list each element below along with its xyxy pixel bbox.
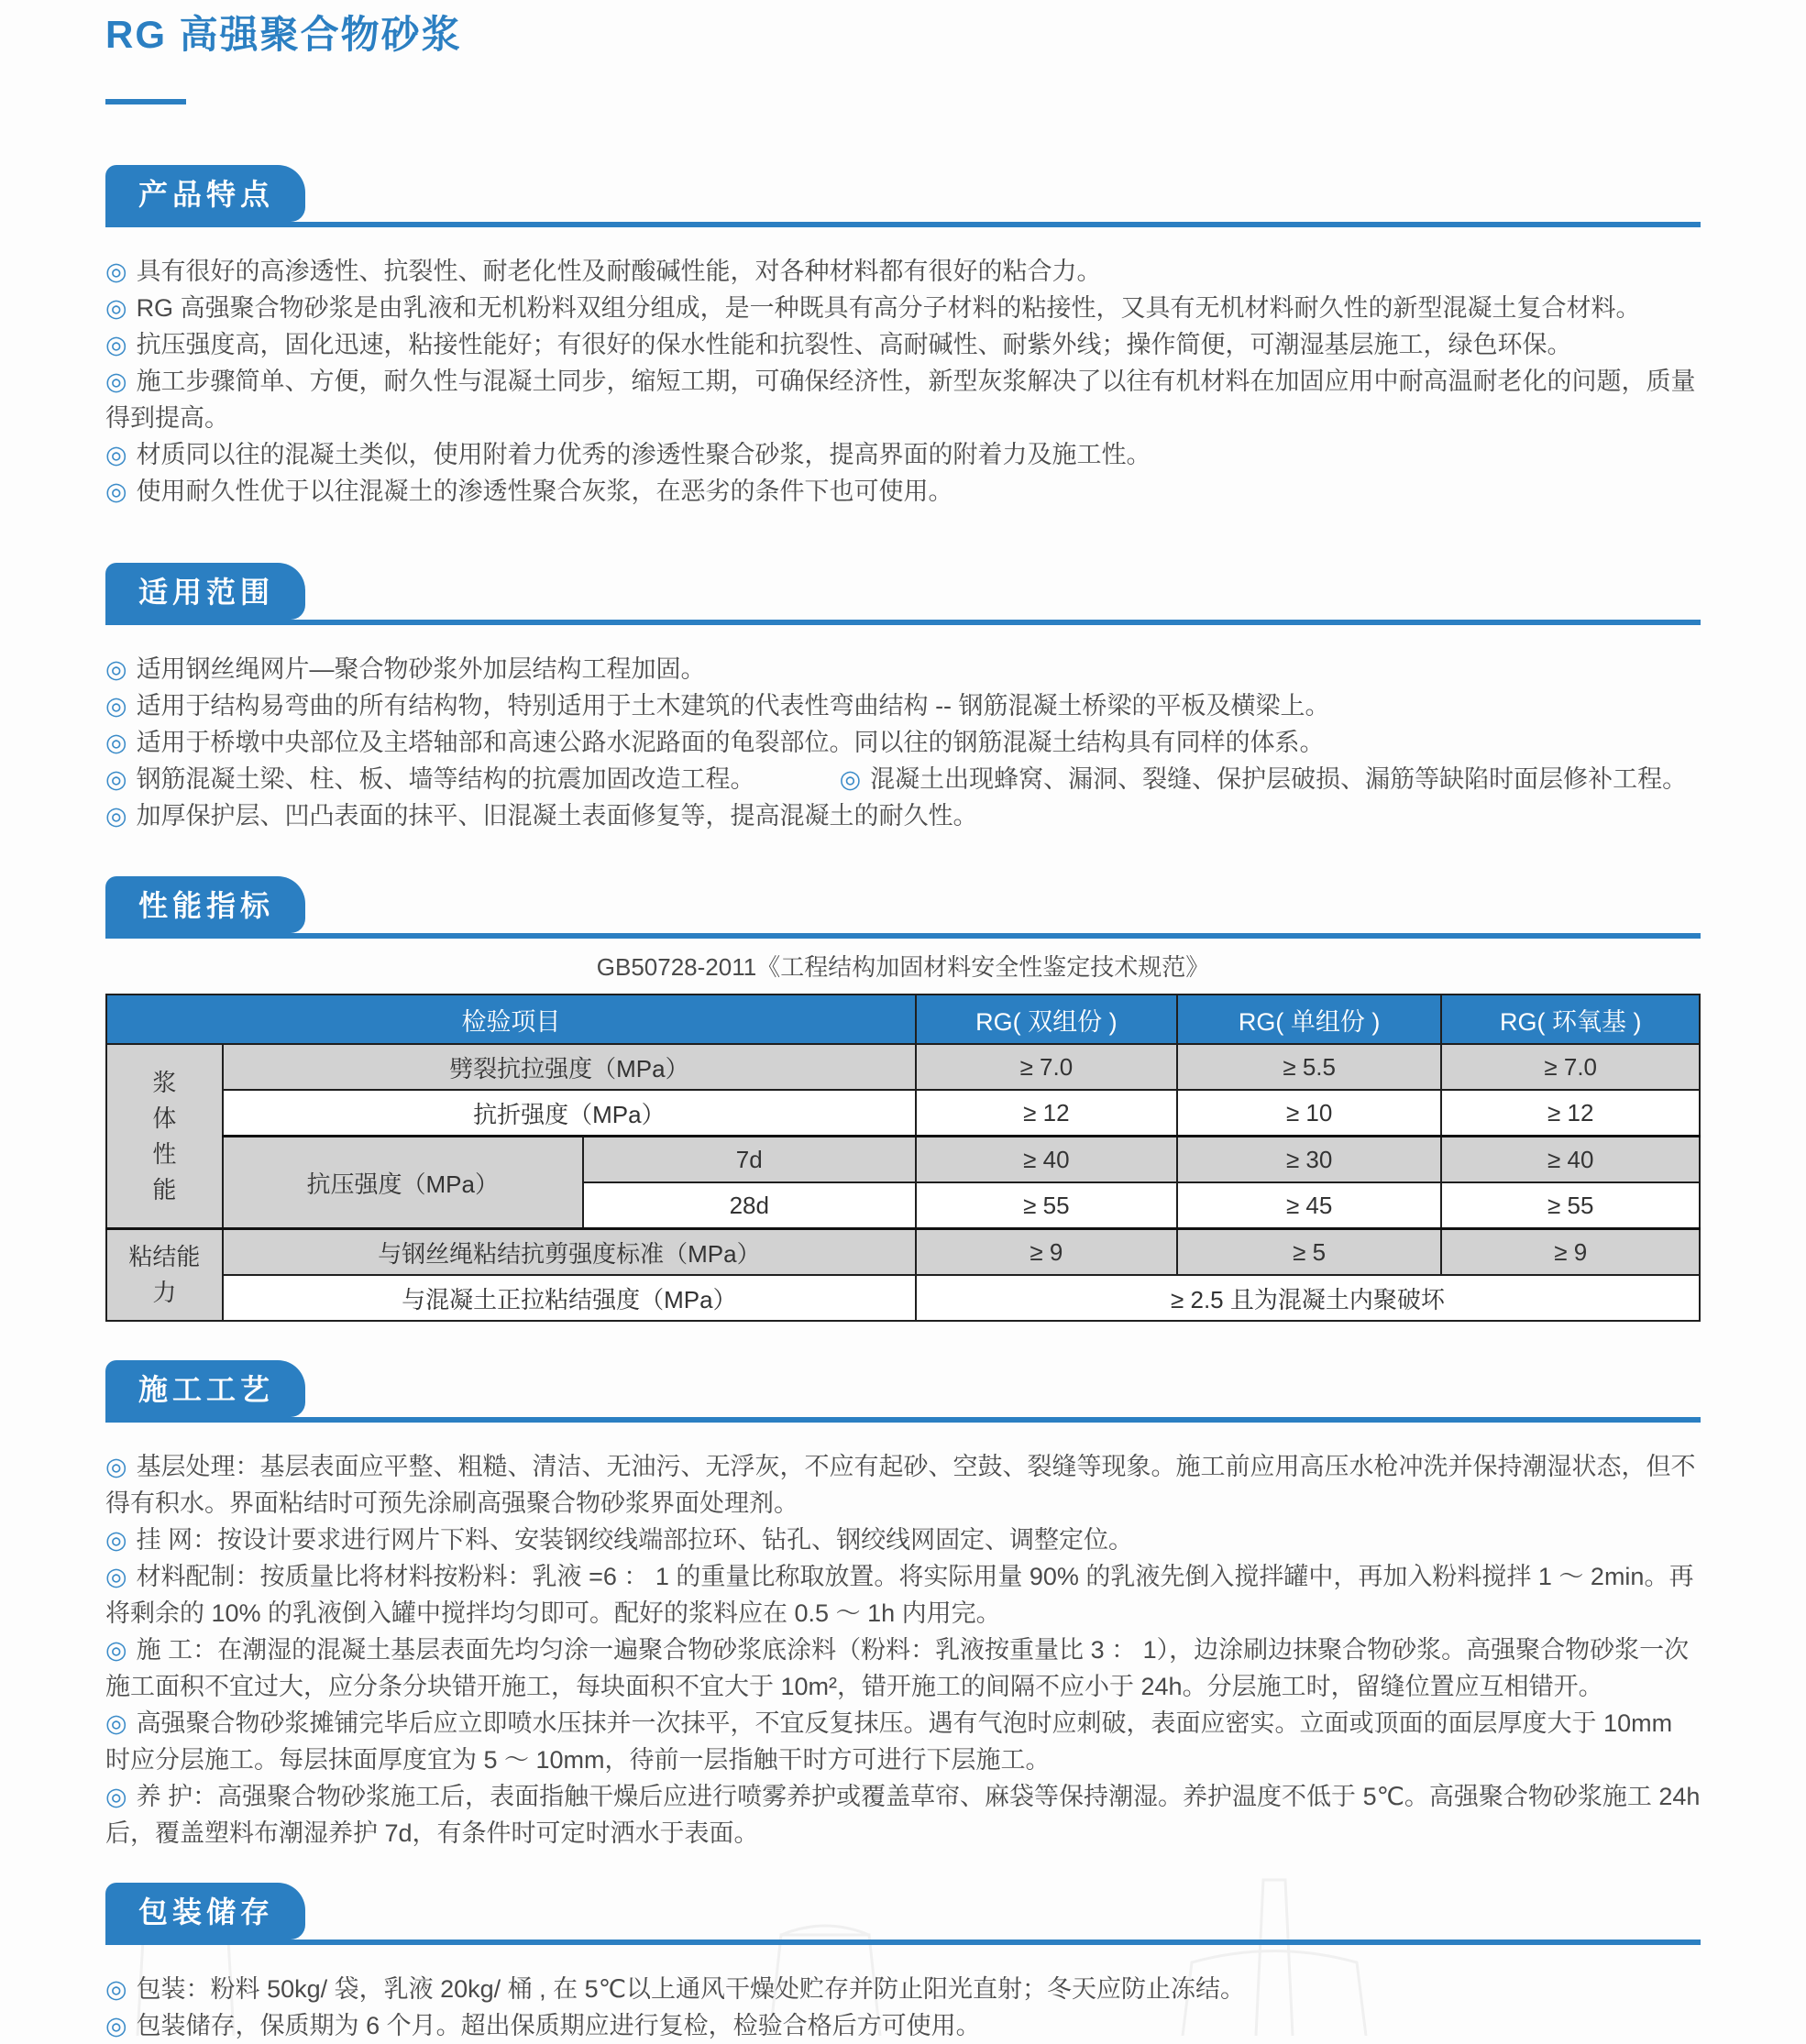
list-item-text: 钢筋混凝土梁、柱、板、墙等结构的抗震加固改造工程。	[136, 765, 755, 793]
column-header-rg-one-part: RG( 单组份 )	[1177, 995, 1442, 1044]
group-cell-slurry-performance: 浆体性能	[106, 1044, 223, 1229]
list-item	[105, 1705, 1701, 1778]
page-title: RG 高强聚合物砂浆	[105, 13, 462, 56]
list-item-text: 材质同以往的混凝土类似，使用附着力优秀的渗透性聚合砂浆，提高界面的附着力及施工性。	[136, 441, 1151, 468]
value-cell: ≥ 7.0	[916, 1044, 1177, 1090]
list-item-text: 高强聚合物砂浆摊铺完毕后应立即喷水压抹并一次抹平，不宜反复抹压。遇有气泡时应刺破，表面应密实。立面或顶面的面层厚度大于 10mm 时应分层施工。每层抹面厚度宜为 5 ～ 10mm，待前一层指触干时方可进行下层施工。	[105, 1709, 1673, 1774]
table-header-row	[106, 995, 1700, 1044]
sub-cell-7d: 7d	[583, 1137, 916, 1183]
list-item-text: 材料配制：按质量比将材料按粉料：乳液 =6 ： 1 的重量比称取放置。将实际用量 90% 的乳液先倒入搅拌罐中，再加入粉料搅拌 1 ～ 2min。再将剩余的 10% 的乳液倒入罐中搅拌均匀即可。配好的浆料应在 0.5 ～ 1h 内用完。	[105, 1563, 1694, 1627]
column-header-item: 检验项目	[106, 995, 916, 1044]
list-item-text: 抗压强度高，固化迅速，粘接性能好；有很好的保水性能和抗裂性、高耐碱性、耐紫外线；操作简便，可潮湿基层施工，绿色环保。	[136, 331, 1572, 358]
bullet-icon: ◎	[105, 441, 127, 468]
table-row-tensile-bond	[106, 1275, 1700, 1321]
value-cell: ≥ 45	[1177, 1182, 1442, 1229]
bullet-icon: ◎	[105, 478, 127, 505]
list-item-text: 基层处理：基层表面应平整、粗糙、清洁、无油污、无浮灰，不应有起砂、空鼓、裂缝等现象。施工前应用高压水枪冲洗并保持潮湿状态，但不得有积水。界面粘结时可预先涂刷高强聚合物砂浆界面处理剂。	[105, 1453, 1696, 1517]
section-badge-scope	[105, 563, 305, 620]
bullet-icon: ◎	[839, 765, 862, 793]
list-item-text: 使用耐久性优于以往混凝土的渗透性聚合灰浆，在恶劣的条件下也可使用。	[136, 478, 953, 505]
bullet-icon: ◎	[105, 294, 127, 322]
bullet-icon: ◎	[105, 1453, 127, 1480]
list-item	[105, 326, 1701, 363]
bullet-icon: ◎	[105, 1526, 127, 1554]
list-item	[105, 1632, 1701, 1705]
list-item	[105, 797, 1701, 834]
list-item	[105, 1971, 1701, 2007]
section-badge-label: 性能指标	[138, 889, 275, 922]
table-row-splitting-tensile	[106, 1044, 1700, 1090]
list-item-text: 适用于结构易弯曲的所有结构物，特别适用于土木建筑的代表性弯曲结构 -- 钢筋混凝土桥梁的平板及横梁上。	[136, 692, 1330, 720]
bullet-icon: ◎	[105, 1636, 127, 1664]
value-cell: ≥ 40	[1441, 1137, 1700, 1183]
value-cell: ≥ 40	[916, 1137, 1177, 1183]
list-item	[105, 253, 1701, 290]
value-cell: ≥ 55	[1441, 1182, 1700, 1229]
list-item-text: 挂 网：按设计要求进行网片下料、安装钢绞线端部拉环、钻孔、钢绞线网固定、调整定位。	[136, 1526, 1134, 1554]
table-row-shear-bond	[106, 1229, 1700, 1276]
section-badge-label: 适用范围	[138, 576, 275, 609]
section-badge-label: 施工工艺	[138, 1373, 275, 1406]
item-cell: 劈裂抗拉强度（MPa）	[223, 1044, 916, 1090]
section-badge-process	[105, 1360, 305, 1417]
bullet-icon: ◎	[105, 1563, 127, 1590]
value-cell: ≥ 9	[1441, 1229, 1700, 1276]
column-header-rg-epoxy: RG( 环氧基 )	[1441, 995, 1700, 1044]
list-item	[105, 651, 1701, 687]
value-cell: ≥ 7.0	[1441, 1044, 1700, 1090]
bullet-icon: ◎	[105, 2012, 127, 2039]
item-cell: 与混凝土正拉粘结强度（MPa）	[223, 1275, 916, 1321]
list-item-text: 适用于桥墩中央部位及主塔轴部和高速公路水泥路面的龟裂部位。同以往的钢筋混凝土结构具有同样的体系。	[136, 729, 1325, 756]
value-cell: ≥ 5	[1177, 1229, 1442, 1276]
list-item-text: 养 护：高强聚合物砂浆施工后，表面指触干燥后应进行喷雾养护或覆盖草帘、麻袋等保持潮湿。养护温度不低于 5℃。高强聚合物砂浆施工 24h 后，覆盖塑料布潮湿养护 7d，有条件时可定时洒水于表面。	[105, 1783, 1701, 1847]
value-cell: ≥ 55	[916, 1182, 1177, 1229]
bullet-icon: ◎	[105, 1709, 127, 1737]
item-cell-compressive: 抗压强度（MPa）	[223, 1137, 583, 1229]
scope-list	[105, 651, 1701, 834]
table-row-flexural	[106, 1090, 1700, 1137]
bullet-icon: ◎	[105, 258, 127, 285]
item-cell: 与钢丝绳粘结抗剪强度标准（MPa）	[223, 1229, 916, 1276]
section-badge-label: 包装储存	[138, 1896, 275, 1929]
list-item-text: 施工步骤简单、方便，耐久性与混凝土同步，缩短工期，可确保经济性，新型灰浆解决了以往有机材料在加固应用中耐高温耐老化的问题，质量得到提高。	[105, 368, 1696, 432]
section-badge-features	[105, 165, 305, 222]
list-item	[105, 1558, 1701, 1632]
value-cell: ≥ 30	[1177, 1137, 1442, 1183]
packaging-list	[105, 1971, 1701, 2044]
column-header-rg-two-part: RG( 双组份 )	[916, 995, 1177, 1044]
title-underline	[105, 99, 186, 104]
section-header-packaging	[105, 1883, 1701, 1945]
section-header-performance	[105, 876, 1701, 939]
list-item	[105, 363, 1701, 436]
list-item-text: 包装储存，保质期为 6 个月。超出保质期应进行复检，检验合格后方可使用。	[136, 2012, 981, 2039]
list-item	[105, 1778, 1701, 1852]
list-item-text: 包装：粉料 50kg/ 袋，乳液 20kg/ 桶 , 在 5℃以上通风干燥处贮存并防止阳光直射；冬天应防止冻结。	[136, 1975, 1246, 2003]
bullet-icon: ◎	[105, 1783, 127, 1810]
value-cell: ≥ 12	[916, 1090, 1177, 1137]
list-item	[105, 473, 1701, 510]
list-item-text: RG 高强聚合物砂浆是由乳液和无机粉料双组分组成，是一种既具有高分子材料的粘接性，又具有无机材料耐久性的新型混凝土复合材料。	[136, 294, 1641, 322]
list-item-pair	[105, 761, 1701, 797]
list-item	[105, 1448, 1701, 1522]
list-item-text: 加厚保护层、凹凸表面的抹平、旧混凝土表面修复等，提高混凝土的耐久性。	[136, 802, 978, 830]
group-cell-bonding-capacity: 粘结能力	[106, 1229, 223, 1322]
list-item	[105, 436, 1701, 473]
value-cell: ≥ 10	[1177, 1090, 1442, 1137]
table-caption-standard: GB50728-2011《工程结构加固材料安全性鉴定技术规范》	[596, 953, 1210, 981]
list-item-text: 施 工：在潮湿的混凝土基层表面先均匀涂一遍聚合物砂浆底涂料（粉料：乳液按重量比 3 ： 1），边涂刷边抹聚合物砂浆。高强聚合物砂浆一次施工面积不宜过大，应分条分块错开施工，每块面积不宜大于 10m²，错开施工的间隔不应小于 24h。分层施工时，留缝位置应互相错开。	[105, 1636, 1690, 1700]
process-list	[105, 1448, 1701, 1852]
item-cell: 抗折强度（MPa）	[223, 1090, 916, 1137]
list-item-text: 适用钢丝绳网片—聚合物砂浆外加层结构工程加固。	[136, 655, 706, 683]
section-badge-label: 产品特点	[138, 178, 275, 211]
section-badge-packaging	[105, 1883, 305, 1940]
section-badge-performance	[105, 876, 305, 933]
performance-table	[105, 994, 1701, 1322]
bullet-icon: ◎	[105, 729, 127, 756]
sub-cell-28d: 28d	[583, 1182, 916, 1229]
list-item	[105, 2007, 1701, 2044]
value-cell: ≥ 12	[1441, 1090, 1700, 1137]
section-header-scope	[105, 563, 1701, 625]
list-item	[105, 687, 1701, 724]
features-list	[105, 253, 1701, 510]
section-header-features	[105, 165, 1701, 227]
bullet-icon: ◎	[105, 1975, 127, 2003]
list-item	[105, 1522, 1701, 1558]
list-item	[105, 724, 1701, 761]
bullet-icon: ◎	[105, 655, 127, 683]
list-item-text: 混凝土出现蜂窝、漏洞、裂缝、保护层破损、漏筋等缺陷时面层修补工程。	[870, 765, 1688, 793]
value-cell: ≥ 5.5	[1177, 1044, 1442, 1090]
bullet-icon: ◎	[105, 765, 127, 793]
list-item-text: 具有很好的高渗透性、抗裂性、耐老化性及耐酸碱性能，对各种材料都有很好的粘合力。	[136, 258, 1102, 285]
section-header-process	[105, 1360, 1701, 1423]
table-row-compressive-7d	[106, 1137, 1700, 1183]
value-cell-span: ≥ 2.5 且为混凝土内聚破坏	[916, 1275, 1700, 1321]
bullet-icon: ◎	[105, 331, 127, 358]
bullet-icon: ◎	[105, 802, 127, 830]
bullet-icon: ◎	[105, 368, 127, 395]
list-item	[105, 290, 1701, 326]
value-cell: ≥ 9	[916, 1229, 1177, 1276]
bullet-icon: ◎	[105, 692, 127, 720]
